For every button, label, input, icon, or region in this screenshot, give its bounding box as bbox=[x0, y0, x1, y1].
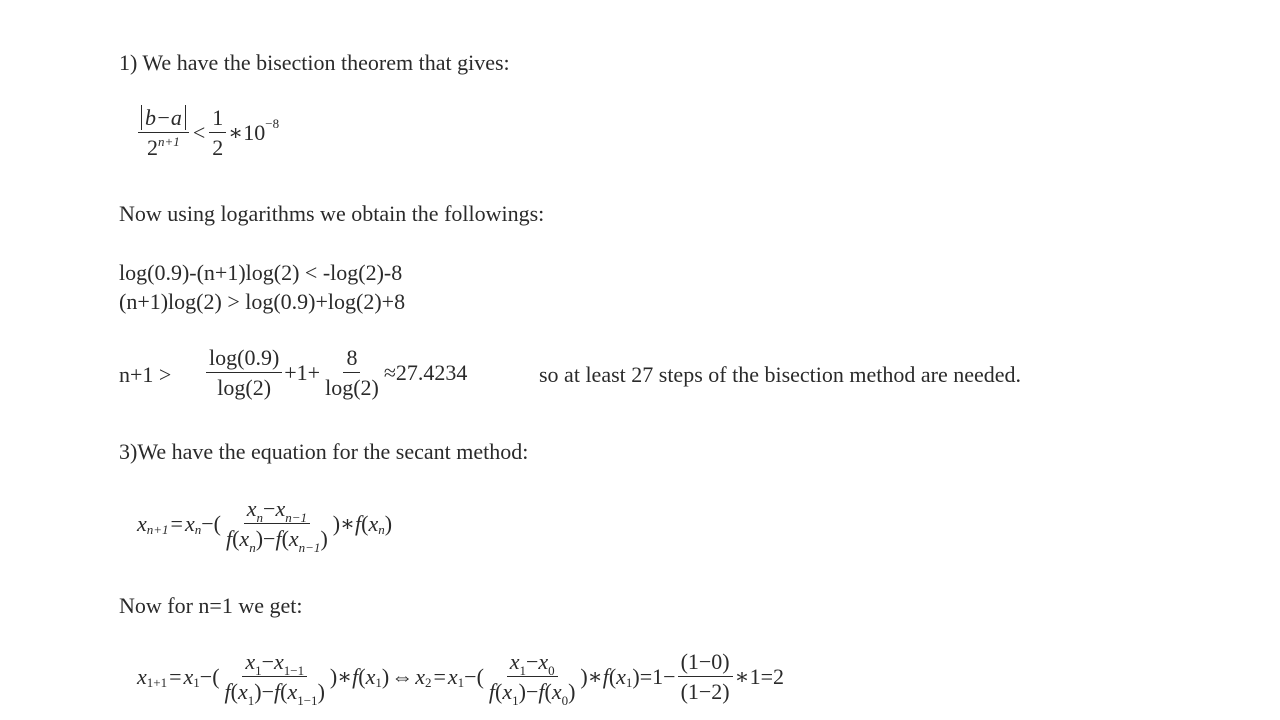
sub-1-minus-1: 1−1 bbox=[297, 693, 318, 709]
abs-b-minus-a: b−a bbox=[141, 105, 186, 130]
step-lhs: n+1 > bbox=[119, 362, 172, 387]
x-var: x bbox=[246, 496, 257, 521]
sub-0: 0 bbox=[548, 663, 555, 678]
x-var: x bbox=[509, 649, 520, 674]
minus-sign: − bbox=[525, 649, 539, 674]
x-var: x bbox=[365, 663, 376, 689]
step-expression bbox=[204, 346, 467, 399]
sub-n: n bbox=[194, 522, 202, 538]
sub-1: 1 bbox=[625, 675, 633, 691]
step-conclusion: so at least 27 steps of the bisection method are needed. bbox=[539, 362, 1022, 387]
x-var: x bbox=[368, 510, 379, 536]
equals-one-minus: =1− bbox=[639, 663, 676, 689]
bisection-lhs-fraction bbox=[138, 106, 189, 159]
logs-intro-text: Now using logarithms we obtain the followings: bbox=[119, 201, 545, 226]
x-var: x bbox=[184, 510, 195, 536]
q1-intro-text: 1) We have the bisection theorem that gives: bbox=[119, 50, 510, 75]
x-var: x bbox=[415, 663, 425, 689]
times-ten: ∗10 bbox=[228, 119, 266, 145]
sub-n-minus-1: n−1 bbox=[285, 510, 307, 525]
minus-open-paren: −( bbox=[464, 663, 484, 689]
x-var: x bbox=[287, 679, 298, 705]
n1-fraction-a bbox=[222, 649, 328, 709]
sub-n: n bbox=[256, 510, 264, 525]
minus-open-paren: −( bbox=[201, 510, 221, 536]
x-var: x bbox=[502, 679, 513, 705]
sub-1: 1 bbox=[519, 663, 526, 678]
x-var: x bbox=[239, 526, 250, 552]
secant-numerator bbox=[244, 497, 310, 524]
minus-open-paren: −( bbox=[199, 663, 220, 689]
less-than-sign: < bbox=[192, 119, 206, 145]
sub-2: 2 bbox=[424, 675, 432, 691]
x-var: x bbox=[447, 663, 458, 689]
log2-den: log(2) bbox=[325, 375, 379, 401]
sub-1-minus-1: 1−1 bbox=[283, 663, 305, 678]
q3-intro-text: 3)We have the equation for the secant method: bbox=[119, 439, 529, 464]
base-two: 2 bbox=[147, 135, 159, 161]
sub-0: 0 bbox=[561, 693, 569, 709]
n1-fraction-b-den: $f(x_1)-f(x_0)$ bbox=[488, 679, 576, 709]
x-var: x bbox=[616, 663, 626, 689]
x-var: x bbox=[274, 649, 284, 674]
x-var: x bbox=[137, 663, 147, 689]
equals-sign: = bbox=[433, 663, 446, 689]
f-var: f bbox=[602, 663, 609, 689]
log-ratio-fraction bbox=[206, 346, 282, 399]
sub-1: 1 bbox=[247, 693, 255, 709]
f-var: f bbox=[275, 526, 282, 552]
bisection-inequality bbox=[136, 106, 279, 159]
x-var: x bbox=[275, 496, 286, 521]
secant-fraction bbox=[223, 496, 331, 556]
exp-n-plus-1: n+1 bbox=[158, 134, 180, 150]
eight-num: 8 bbox=[343, 346, 360, 373]
f-var: f bbox=[225, 526, 233, 552]
half-num: 1 bbox=[209, 106, 226, 133]
equals-sign: = bbox=[170, 510, 183, 536]
f-var: f bbox=[355, 510, 362, 536]
f-var: f bbox=[274, 679, 281, 705]
sub-n-minus-1: n−1 bbox=[298, 540, 321, 556]
iff-arrow: ⇔ bbox=[391, 663, 414, 689]
x-var: x bbox=[183, 663, 194, 689]
n1-fraction-b bbox=[486, 649, 579, 709]
f-var: f bbox=[538, 679, 545, 705]
half-den: 2 bbox=[212, 135, 224, 161]
x-var: x bbox=[288, 526, 299, 552]
sub-n: n bbox=[378, 522, 385, 538]
log-ratio-num: log(0.9) bbox=[206, 346, 282, 373]
power-minus-eight: −8 bbox=[265, 116, 280, 132]
sub-1: 1 bbox=[255, 663, 262, 678]
x-var: x bbox=[551, 679, 562, 705]
sub-n: n bbox=[249, 540, 256, 556]
log-ratio-den: log(2) bbox=[217, 375, 272, 401]
inequality-line-2: (n+1)log(2) > log(0.9)+log(2)+8 bbox=[119, 289, 406, 314]
f-var: f bbox=[224, 679, 231, 705]
sub-1: 1 bbox=[457, 675, 465, 691]
x-var: x bbox=[245, 649, 256, 674]
close-paren-times: )∗ bbox=[580, 663, 603, 689]
close-paren-times: )∗ bbox=[329, 663, 353, 689]
eight-over-log-fraction bbox=[322, 346, 382, 399]
n1-fraction-a-num bbox=[242, 650, 307, 677]
secant-formula: x n+1 = x n −( $\frac{x_n-x_{n-1}}{f(x_n)-f(x_{n-1})}$ )∗ f ( x n ) bbox=[137, 496, 393, 556]
f-var: f bbox=[352, 663, 359, 689]
minus-sign: − bbox=[263, 496, 276, 521]
inequality-line-1: log(0.9)-(n+1)log(2) < -log(2)-8 bbox=[119, 260, 403, 285]
x-var: x bbox=[237, 679, 248, 705]
equals-sign: = bbox=[169, 663, 182, 689]
minus-sign: − bbox=[261, 679, 274, 705]
secant-n1-formula: x 1+1 = x 1 −( $\frac{x_1-x_{1-1}}{f(x_1)-f(x_{1-1})}$ )∗ f ( x 1 ) ⇔ x 2 = x 1 −( $\frac{x_1-x_0}{f(x_1)-f(x_0)}$ )∗ f ( x 1 ) =1− $\frac{(1-0)}{(1-2)}$ ∗1=2 bbox=[137, 649, 785, 709]
times-one-equals-two: ∗1=2 bbox=[734, 663, 785, 689]
approx-result: ≈27.4234 bbox=[383, 359, 468, 385]
minus-sign: − bbox=[261, 649, 274, 674]
n1-intro-text: Now for n=1 we get: bbox=[119, 593, 303, 618]
sub-1: 1 bbox=[512, 693, 519, 709]
x-var: x bbox=[538, 649, 549, 674]
half-fraction bbox=[209, 106, 226, 159]
close-paren-times: )∗ bbox=[332, 510, 356, 536]
n1-fraction-b-num bbox=[507, 650, 558, 677]
sub-1: 1 bbox=[375, 675, 382, 691]
plus-one-plus: +1+ bbox=[284, 359, 321, 385]
sub-n-plus-1: n+1 bbox=[146, 522, 169, 538]
sub-1-plus-1: 1+1 bbox=[146, 675, 168, 691]
x-var: x bbox=[137, 510, 147, 536]
sub-1: 1 bbox=[193, 675, 200, 691]
n1-fraction-c-num: (1−0) bbox=[678, 650, 733, 677]
secant-denominator: $f(x_n)-f(x_{n-1})$ bbox=[225, 526, 328, 556]
n1-fraction-c-den: (1−2) bbox=[680, 679, 730, 705]
minus-sign: − bbox=[525, 679, 539, 705]
n1-fraction-c bbox=[678, 650, 733, 703]
n1-fraction-a-den: $f(x_1)-f(x_{1-1})$ bbox=[224, 679, 325, 709]
minus-sign: − bbox=[263, 526, 276, 552]
f-var: f bbox=[488, 679, 496, 705]
